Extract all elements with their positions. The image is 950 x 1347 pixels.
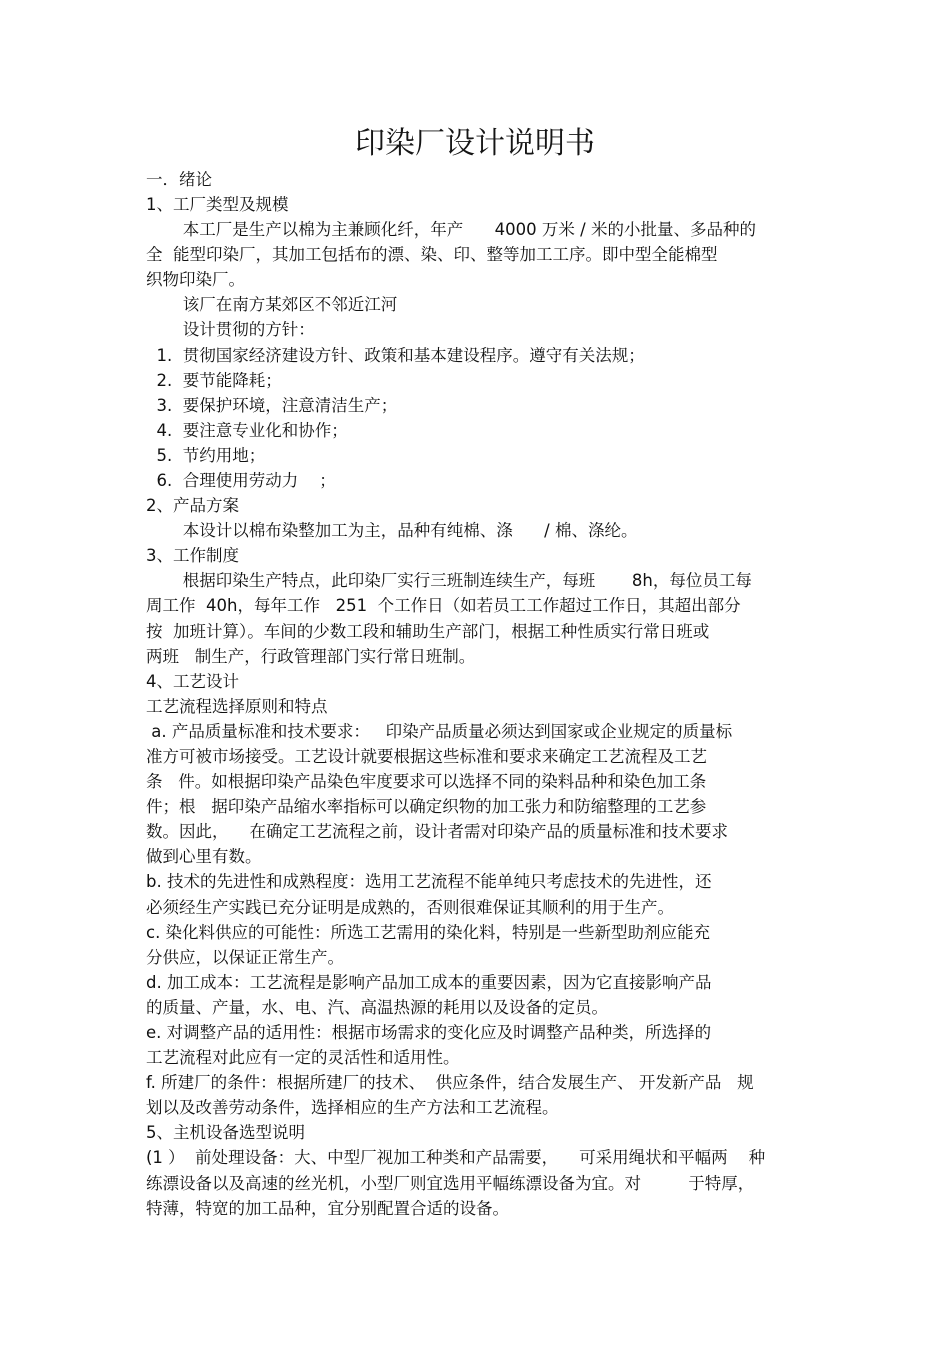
paragraph-line: 做到心里有数。 (146, 847, 262, 866)
paragraph-line: 全 能型印染厂，其加工包括布的漂、染、印、整等加工工序。即中型全能棉型 (146, 245, 718, 264)
paragraph-line: e. 对调整产品的适用性：根据市场需求的变化应及时调整产品种类，所选择的 (146, 1023, 712, 1042)
list-item: 4. 要注意专业化和协作； (146, 421, 348, 440)
paragraph-line: (1 ） 前处理设备：大、中型厂视加工种类和产品需要， 可采用绳状和平幅两 种 (146, 1148, 766, 1167)
paragraph-line: c. 染化料供应的可能性：所选工艺需用的染化料，特别是一些新型助剂应能充 (146, 923, 711, 942)
list-item: 5. 节约用地； (146, 446, 266, 465)
paragraph-line: 设计贯彻的方针： (146, 320, 315, 339)
paragraph-line: 条 件。如根据印染产品染色牢度要求可以选择不同的染料品种和染色加工条 (146, 772, 707, 791)
paragraph-line: 特薄，特宽的加工品种，宜分别配置合适的设备。 (146, 1199, 509, 1218)
paragraph-line: 件；根 据印染产品缩水率指标可以确定织物的加工张力和防缩整理的工艺参 (146, 797, 707, 816)
paragraph-heading: 工艺流程选择原则和特点 (146, 697, 328, 716)
subsection-heading: 1、工厂类型及规模 (146, 195, 289, 214)
paragraph-line: 根据印染生产特点，此印染厂实行三班制连续生产，每班 8h，每位员工每 (146, 571, 752, 590)
paragraph-line: 工艺流程对此应有一定的灵活性和适用性。 (146, 1048, 460, 1067)
paragraph-line: 织物印染厂。 (146, 270, 245, 289)
paragraph-line: 周工作 40h，每年工作 251 个工作日（如若员工工作超过工作日，其超出部分 (146, 596, 741, 615)
paragraph-line: 划以及改善劳动条件，选择相应的生产方法和工艺流程。 (146, 1098, 559, 1117)
section-heading: 一．绪论 (146, 170, 212, 189)
paragraph-line: 分供应，以保证正常生产。 (146, 948, 344, 967)
paragraph-line: a. 产品质量标准和技术要求： 印染产品质量必须达到国家或企业规定的质量标 (146, 722, 733, 741)
paragraph-line: f. 所建厂的条件：根据所建厂的技术、 供应条件，结合发展生产、 开发新产品 规 (146, 1073, 754, 1092)
paragraph-line: 的质量、产量，水、电、汽、高温热源的耗用以及设备的定员。 (146, 998, 608, 1017)
paragraph-line: b. 技术的先进性和成熟程度：选用工艺流程不能单纯只考虑技术的先进性，还 (146, 872, 712, 891)
list-item: 6. 合理使用劳动力 ； (146, 471, 336, 490)
paragraph-line: 两班 制生产，行政管理部门实行常日班制。 (146, 647, 476, 666)
subsection-heading: 5、主机设备选型说明 (146, 1123, 305, 1142)
list-item: 3. 要保护环境，注意清洁生产； (146, 396, 398, 415)
list-item: 2. 要节能降耗； (146, 371, 282, 390)
list-item: 1. 贯彻国家经济建设方针、政策和基本建设程序。遵守有关法规； (146, 346, 645, 365)
paragraph-line: 本工厂是生产以棉为主兼顾化纤，年产 4000 万米 / 米的小批量、多品种的 (146, 220, 756, 239)
paragraph-line: 该厂在南方某郊区不邻近江河 (146, 295, 398, 314)
paragraph-line: 本设计以棉布染整加工为主，品种有纯棉、涤 / 棉、涤纶。 (146, 521, 638, 540)
subsection-heading: 4、工艺设计 (146, 672, 239, 691)
subsection-heading: 3、工作制度 (146, 546, 239, 565)
document-title: 印染厂设计说明书 (355, 126, 595, 161)
paragraph-line: 按 加班计算）。车间的少数工段和辅助生产部门，根据工种性质实行常日班或 (146, 622, 710, 641)
paragraph-line: 必须经生产实践已充分证明是成熟的，否则很难保证其顺利的用于生产。 (146, 898, 674, 917)
paragraph-line: 数。因此， 在确定工艺流程之前，设计者需对印染产品的质量标准和技术要求 (146, 822, 728, 841)
subsection-heading: 2、产品方案 (146, 496, 239, 515)
paragraph-line: 练漂设备以及高速的丝光机，小型厂则宜选用平幅练漂设备为宜。对 于特厚， (146, 1174, 755, 1193)
paragraph-line: 准方可被市场接受。工艺设计就要根据这些标准和要求来确定工艺流程及工艺 (146, 747, 707, 766)
paragraph-line: d. 加工成本：工艺流程是影响产品加工成本的重要因素，因为它直接影响产品 (146, 973, 712, 992)
